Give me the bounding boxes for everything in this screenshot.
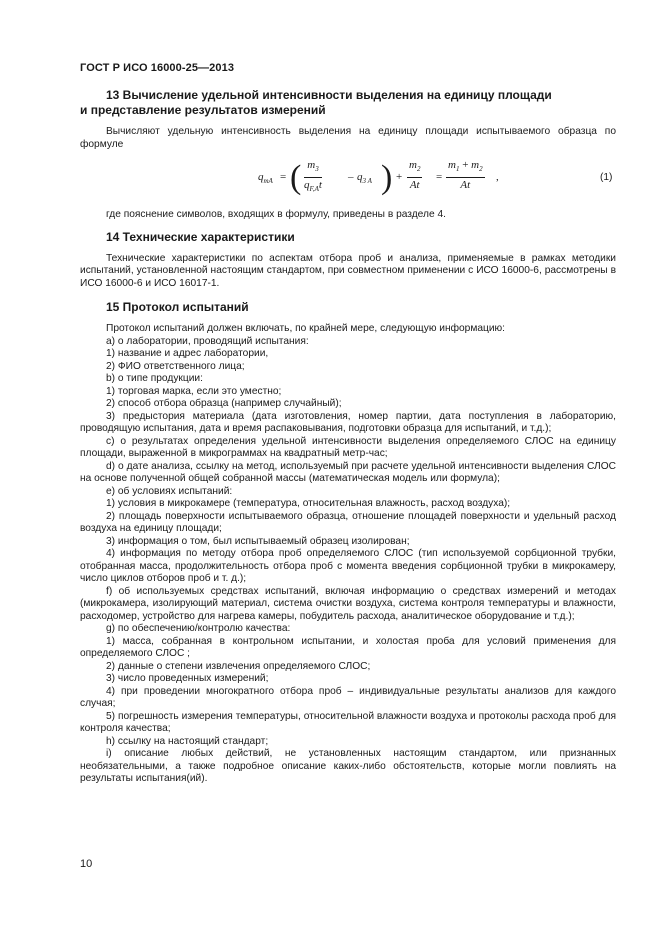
protocol-line: 3) предыстория материала (дата изготовления, номер партии, дата поступления в лабораторию, проводящую испытания, дата и время распаковывания, подготовки образца для испытаний, и т.д.);	[80, 410, 616, 434]
section-14-text: Технические характеристики по аспектам отбора проб и анализа, применяемые в рамках методики испытаний, установленной настоящим стандартом, при совместном применении с ИСО 16000-6, рассмотрены в ИСО 16000-6 и ИСО 16017-1.	[80, 252, 616, 289]
formula-number: (1)	[600, 172, 613, 183]
protocol-line: 1) торговая марка, если это уместно;	[106, 385, 282, 397]
protocol-line: g) по обеспечению/контролю качества:	[106, 623, 291, 634]
protocol-line: c) о результатах определения удельной интенсивности выделения определяемого СЛОС на единицу площади, выраженной в микрограммах на квадратный метр-час;	[80, 435, 616, 459]
formula-plus: +	[396, 171, 403, 183]
protocol-line: 4) информация по методу отбора проб определяемого СЛОС (тип используемой сорбционной трубки, отобранная масса, продолжительность отбора проб с момента введения сорбционной трубки в микрокамеру, число циклов отборов проб и т. д.);	[80, 548, 616, 584]
formula-q3a: $q_{3 A}$	[357, 171, 372, 186]
protocol-line: Протокол испытаний должен включать, по крайней мере, следующую информацию:	[106, 323, 505, 334]
protocol-line: 2) площадь поверхности испытываемого образца, отношение площадей поверхности и удельный расход воздуха на единицу площади;	[80, 510, 616, 534]
page-number: 10	[80, 858, 93, 870]
formula-right-paren: )	[381, 159, 393, 196]
protocol-line: 1) условия в микрокамере (температура, относительная влажность, расход воздуха);	[106, 498, 511, 509]
section-13-title-line-1: 13 Вычисление удельной интенсивности выделения на единицу площади	[106, 88, 552, 102]
protocol-line: e) об условиях испытаний:	[106, 485, 233, 497]
section-14-title: 14 Технические характеристики	[106, 229, 295, 244]
protocol-line: d) о дате анализа, ссылку на метод, используемый при расчете удельной интенсивности выделения СЛОС на основе полученной общей собранной массы (математическая модель или формула);	[80, 460, 616, 484]
emission-rate-formula	[80, 155, 616, 207]
section-13-note: где пояснение символов, входящих в формулу, приведены в разделе 4.	[106, 209, 446, 220]
protocol-line: b) о типе продукции:	[106, 373, 203, 384]
section-13-title-line-2: и представление результатов измерений	[80, 103, 326, 117]
formula-equals-1: =	[280, 171, 287, 183]
protocol-line: 2) ФИО ответственного лица;	[106, 360, 245, 372]
protocol-line: 3) информация о том, был испытываемый образец изолирован;	[106, 535, 410, 547]
protocol-line: f) об используемых средствах испытаний, включая информацию о средствах измерений и методах (микрокамера, изолирующий материал, система очистки воздуха, система контроля температуры и влажности, расходомер, устройство для нагрева камеры, побудитель расхода, аналитическое оборудование и т.д.);	[80, 585, 616, 622]
formula-lhs: $q_{mA}$	[258, 171, 273, 186]
protocol-line: 1) масса, собранная в контрольном испытании, и холостая проба для условий применения для определяемого СЛОС ;	[80, 635, 616, 659]
protocol-line: 1) название и адрес лаборатории,	[106, 348, 269, 359]
formula-equals-2: =	[436, 171, 443, 183]
section-13-intro: Вычисляют удельную интенсивность выделения на единицу площади испытываемого образца по формуле	[80, 126, 616, 150]
protocol-line: 5) погрешность измерения температуры, относительной влажности воздуха и протоколы расхода проб для контроля качества;	[80, 710, 616, 734]
protocol-line: h) ссылку на настоящий стандарт;	[106, 735, 269, 747]
section-15-title: 15 Протокол испытаний	[106, 300, 249, 314]
protocol-line: 4) при проведении многократного отбора проб – индивидуальные результаты анализов для каждого случая;	[80, 685, 616, 709]
formula-fraction-m3: $\frac{m_3}{q_{F,A}t}$	[304, 159, 322, 193]
protocol-line: 2) данные о степени извлечения определяемого СЛОС;	[106, 660, 371, 672]
formula-fraction-sum: $\frac{m_1 + m_2}{At}$	[448, 159, 483, 191]
standard-code-header: ГОСТ Р ИСО 16000-25—2013	[80, 62, 235, 74]
formula-comma: ,	[496, 171, 499, 183]
formula-minus: –	[348, 171, 354, 183]
protocol-line: a) о лаборатории, проводящий испытания:	[106, 335, 309, 347]
protocol-line: 2) способ отбора образца (например случайный);	[106, 398, 342, 409]
protocol-line: 3) число проведенных измерений;	[106, 673, 269, 684]
protocol-line: i) описание любых действий, не установленных настоящим стандартом, или признанных необязательными, а также подробное описание каких-либо обстоятельств, которые могли повлиять на результаты испытания(ий).	[80, 748, 616, 784]
formula-fraction-m2: $\frac{m_2}{At}$	[409, 159, 421, 191]
formula-left-paren: (	[290, 159, 302, 196]
document-body	[80, 88, 616, 786]
